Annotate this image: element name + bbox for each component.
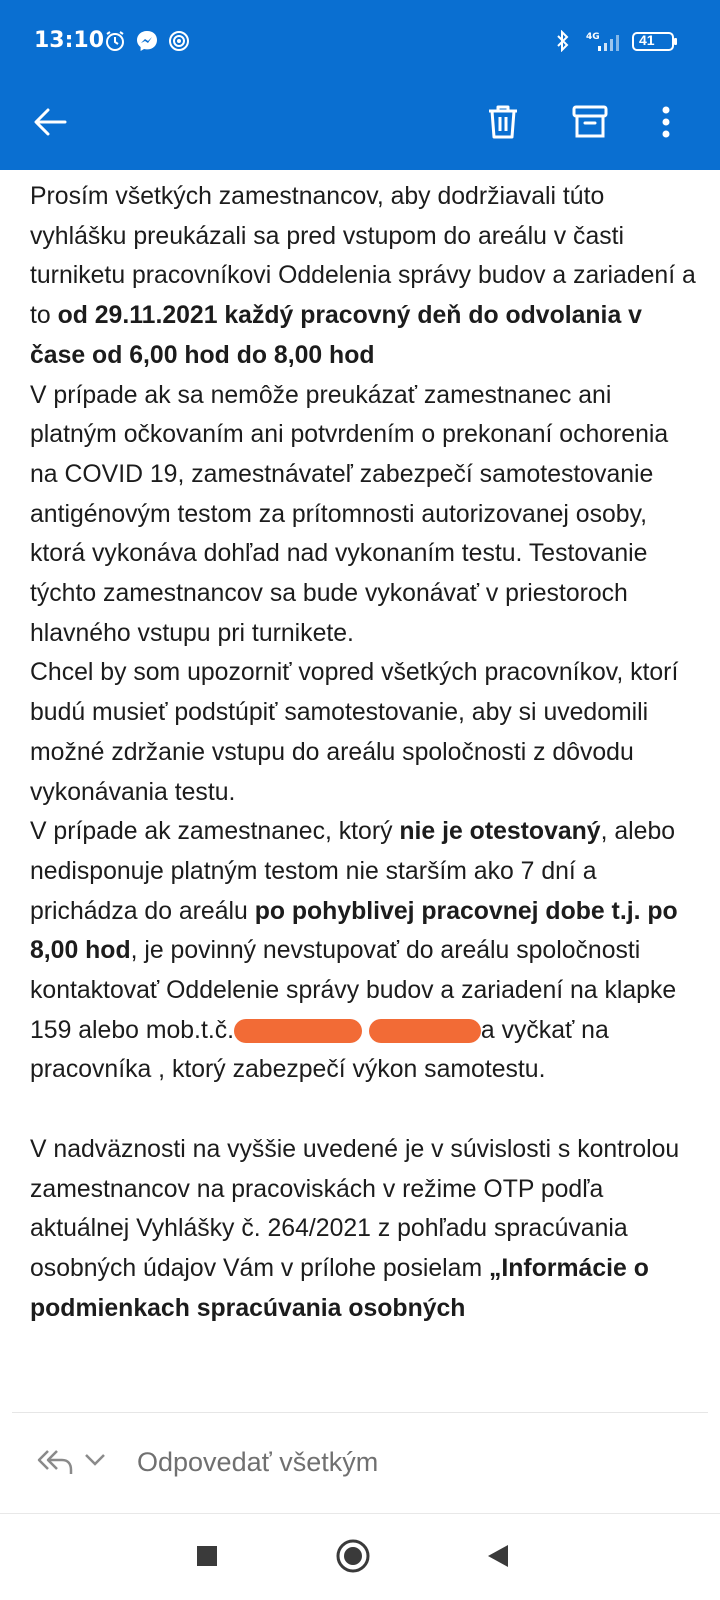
system-back-button[interactable]: [476, 1536, 520, 1580]
status-time: 13:10: [34, 28, 105, 53]
system-nav-bar: [0, 1514, 720, 1600]
reply-bar[interactable]: [0, 1413, 720, 1513]
paragraph-1: [30, 177, 702, 376]
paragraph-1-text: Prosím všetkých zamestnancov, aby dodržiavali túto vyhlášku preukázali sa pred vstupom do areálu v časti turniketu pracovníkovi Oddelenia správy budov a zariadení a to: [30, 183, 696, 330]
paragraph-5-bold: „Informácie o podmienkach spracúvania osobných: [30, 1254, 649, 1322]
recents-square-icon: [196, 1545, 218, 1572]
signal-app-icon: [168, 30, 190, 52]
paragraph-4-text-a: V prípade ak zamestnanec, ktorý: [30, 818, 400, 846]
network-4g-icon: [584, 30, 624, 52]
back-button[interactable]: [22, 96, 78, 152]
paragraph-4: [30, 812, 702, 1090]
paragraph-4-bold-a: nie je otestovaný: [399, 818, 601, 846]
messenger-icon: [136, 30, 158, 52]
paragraph-1-bold: od 29.11.2021 každý pracovný deň do odvolania v čase od 6,00 hod do 8,00 hod: [30, 302, 642, 369]
more-vert-icon: [661, 105, 671, 144]
redacted-phone-cont: [369, 1019, 481, 1043]
bluetooth-icon: [554, 30, 576, 52]
paragraph-5-text: V nadväznosti na vyššie uvedené je v súvislosti s kontrolou zamestnancov na pracoviskách v režime OTP podľa aktuálnej Vyhlášky č. 264/2021 z pohľadu spracúvania osobných údajov Vám v prílohe posielam: [30, 1135, 680, 1282]
reply-all-icon[interactable]: [36, 1447, 76, 1482]
alarm-icon: [104, 30, 126, 52]
back-triangle-icon: [485, 1543, 511, 1574]
email-body: [30, 170, 702, 1413]
svg-text:4G: 4G: [586, 32, 600, 42]
redacted-phone: [234, 1019, 362, 1043]
paragraph-5: [30, 1130, 702, 1329]
paragraph-4-text-b: , alebo nedisponuje platným testom nie starším ako 7 dní a prichádza do areálu: [30, 818, 676, 925]
delete-button[interactable]: [475, 96, 531, 152]
paragraph-2: V prípade ak sa nemôže preukázať zamestnanec ani platným očkovaním ani potvrdením o prekonaní ochorenia na COVID 19, zamestnávateľ zabezpečí samotestovanie antigénovým testom za prítomnosti autorizovanej osoby, ktorá vykonáva dohľad nad vykonaním testu. Testovanie týchto zamestnancov sa bude vykonávať v priestoroch hlavného vstupu pri turnikete.: [30, 381, 669, 647]
battery-icon: [632, 30, 680, 52]
more-options-button[interactable]: [638, 96, 694, 152]
recents-button[interactable]: [185, 1536, 229, 1580]
archive-icon: [572, 104, 608, 145]
paragraph-4-bold-b: po pohyblivej pracovnej dobe t.j. po 8,00 hod: [30, 897, 678, 965]
battery-level: 41: [639, 32, 655, 48]
home-button[interactable]: [331, 1536, 375, 1580]
paragraph-3: Chcel by som upozorniť vopred všetkých pracovníkov, ktorí budú musieť podstúpiť samotestovanie, aby si uvedomili možné zdržanie vstupu do areálu spoločnosti z dôvodu vykonávania testu.: [30, 659, 679, 806]
archive-button[interactable]: [562, 96, 618, 152]
status-bar: [0, 0, 720, 80]
back-arrow-icon: [33, 107, 67, 142]
trash-icon: [487, 104, 519, 145]
chevron-down-icon[interactable]: [84, 1453, 106, 1472]
paragraph-4-text-d: a vyčkať na pracovníka , ktorý zabezpečí výkon samotestu.: [30, 1016, 609, 1084]
paragraph-4-text-c: , je povinný nevstupovať do areálu spoločnosti kontaktovať Oddelenie správy budov a zariadení na klapke 159 alebo mob.t.č.: [30, 937, 677, 1044]
app-bar: [0, 80, 720, 170]
reply-all-label[interactable]: Odpovedať všetkým: [137, 1447, 379, 1477]
home-circle-icon: [335, 1538, 371, 1579]
